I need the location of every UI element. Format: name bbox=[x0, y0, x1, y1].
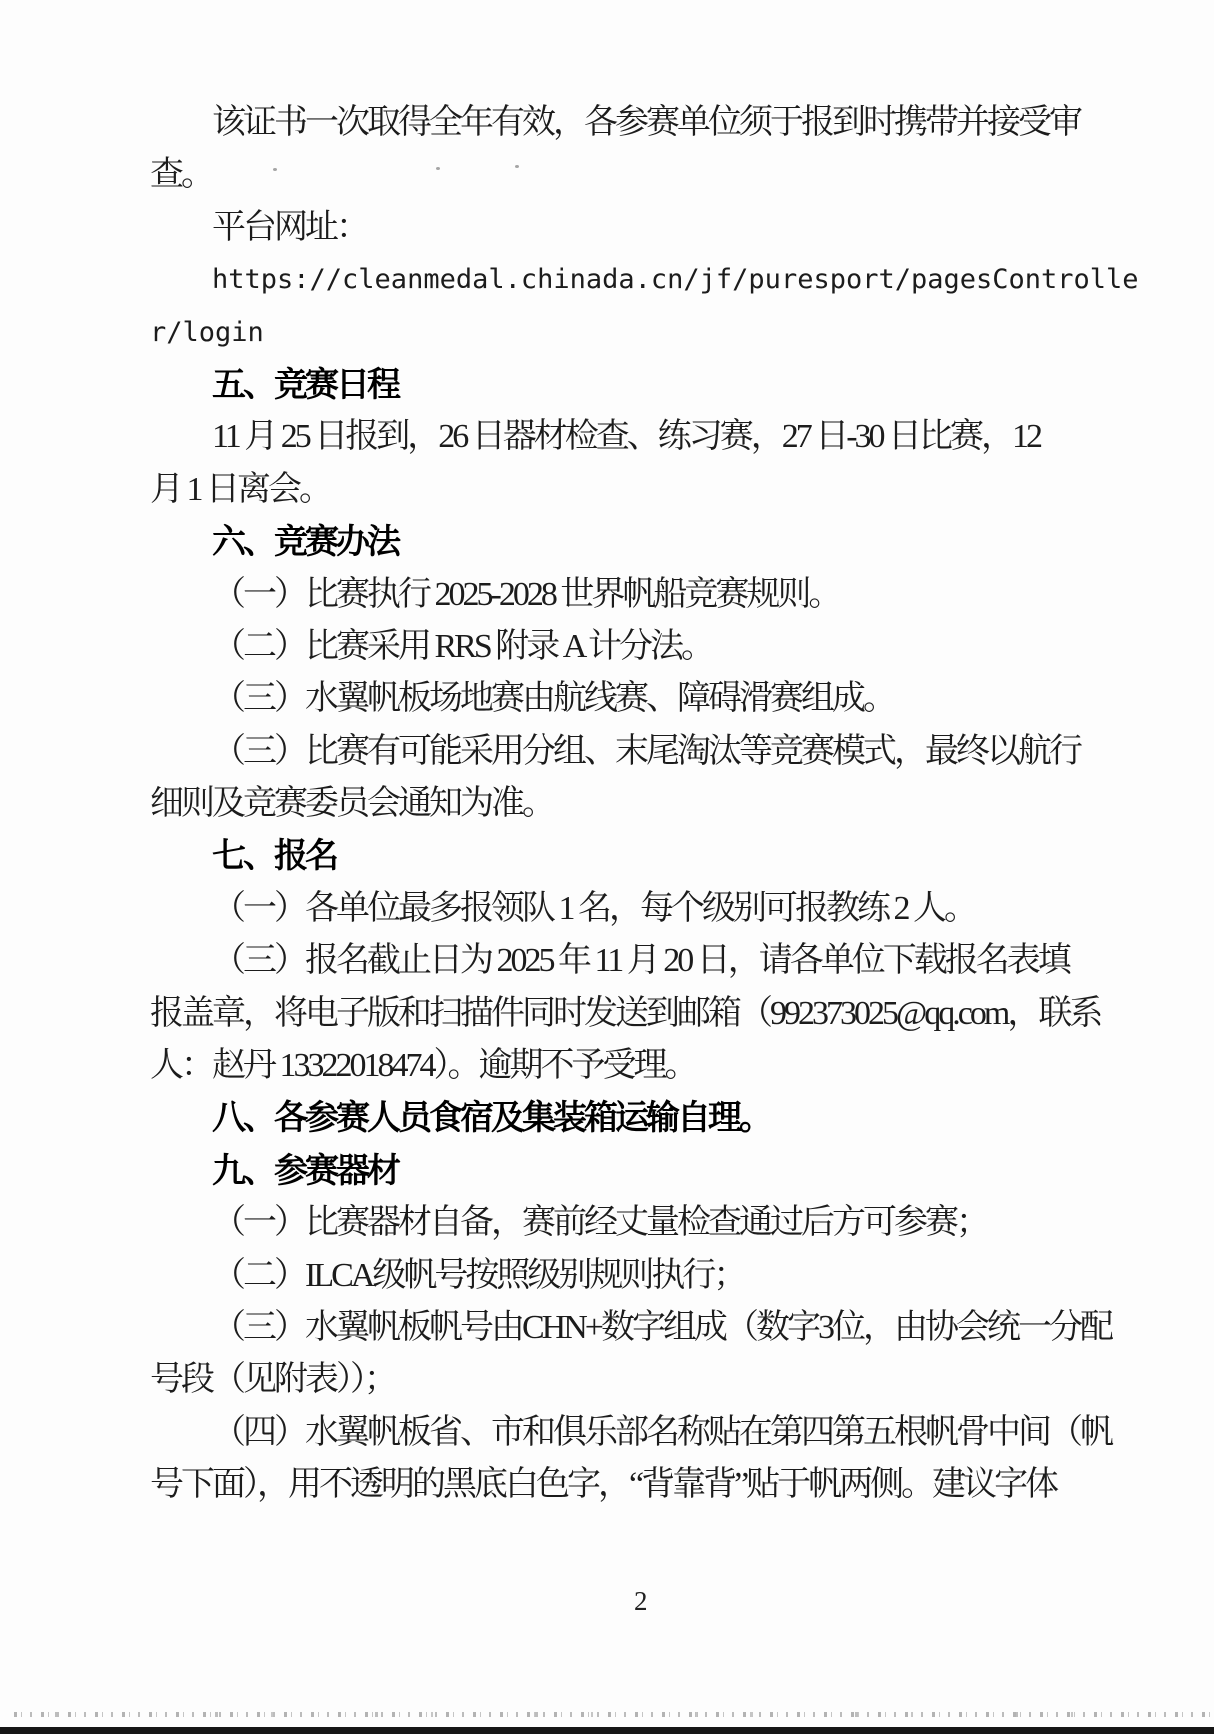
heading-section-7-registration: 七、报名 bbox=[212, 837, 336, 876]
heading-section-8-accommodation: 八、各参赛人员食宿及集装箱运输自理。 bbox=[212, 1099, 770, 1138]
schedule-line-1: 11 月 25 日报到，26 日器材检查、练习赛，27 日-30 日比赛，12 bbox=[212, 418, 1041, 456]
registration-item-2-line-2: 报盖章，将电子版和扫描件同时发送到邮箱（992373025@qq.com，联系 bbox=[150, 994, 1101, 1032]
scan-speck bbox=[436, 167, 440, 170]
scan-noise-artifact bbox=[14, 1712, 1212, 1717]
heading-section-5-schedule: 五、竞赛日程 bbox=[212, 365, 398, 404]
registration-item-1: （一）各单位最多报领队 1 名，每个级别可报教练 2 人。 bbox=[212, 889, 975, 927]
equipment-item-2: （二）ILCA级帆号按照级别规则执行； bbox=[212, 1256, 745, 1294]
rules-item-4-line-1: （三）比赛有可能采用分组、末尾淘汰等竞赛模式，最终以航行 bbox=[212, 732, 1080, 770]
rules-item-1: （一）比赛执行 2025-2028 世界帆船竞赛规则。 bbox=[212, 575, 840, 613]
equipment-item-4-line-2: 号下面），用不透明的黑底白色字，“背靠背”贴于帆两侧。建议字体 bbox=[150, 1466, 1057, 1504]
equipment-item-3-line-2: 号段（见附表））； bbox=[150, 1361, 395, 1399]
scan-speck bbox=[273, 168, 277, 171]
scan-speck bbox=[515, 165, 519, 168]
equipment-item-1: （一）比赛器材自备，赛前经丈量检查通过后方可参赛； bbox=[212, 1204, 987, 1242]
registration-item-2-line-3: 人：赵丹 13322018474）。逾期不予受理。 bbox=[150, 1047, 696, 1085]
registration-item-2-line-1: （三）报名截止日为 2025 年 11 月 20 日，请各单位下载报名表填 bbox=[212, 942, 1069, 980]
heading-section-6-rules: 六、竞赛办法 bbox=[212, 523, 398, 562]
equipment-item-3-line-1: （三）水翼帆板帆号由CHN+数字组成（数字3位，由协会统一分配 bbox=[212, 1308, 1111, 1346]
heading-section-9-equipment: 九、参赛器材 bbox=[212, 1151, 398, 1190]
rules-item-4-line-2: 细则及竞赛委员会通知为准。 bbox=[150, 785, 553, 823]
rules-item-2: （二）比赛采用 RRS 附录 A 计分法。 bbox=[212, 627, 712, 665]
cert-validity-line-2: 查。 bbox=[150, 156, 212, 194]
page-number: 2 bbox=[634, 1586, 648, 1616]
document-text-block bbox=[150, 97, 1200, 1512]
equipment-item-4-line-1: （四）水翼帆板省、市和俱乐部名称贴在第四第五根帆骨中间（帆 bbox=[212, 1413, 1111, 1451]
platform-url-label: 平台网址： bbox=[212, 208, 367, 246]
platform-url-line-2: r/login bbox=[150, 316, 264, 348]
rules-item-3: （三）水翼帆板场地赛由航线赛、障碍滑赛组成。 bbox=[212, 680, 894, 718]
schedule-line-2: 月 1 日离会。 bbox=[150, 470, 330, 508]
platform-url-line-1: https://cleanmedal.chinada.cn/jf/puresport/pagesControlle bbox=[212, 264, 1139, 296]
scan-edge-black-bar bbox=[0, 1727, 1214, 1734]
cert-validity-line-1: 该证书一次取得全年有效，各参赛单位须于报到时携带并接受审 bbox=[212, 104, 1080, 141]
